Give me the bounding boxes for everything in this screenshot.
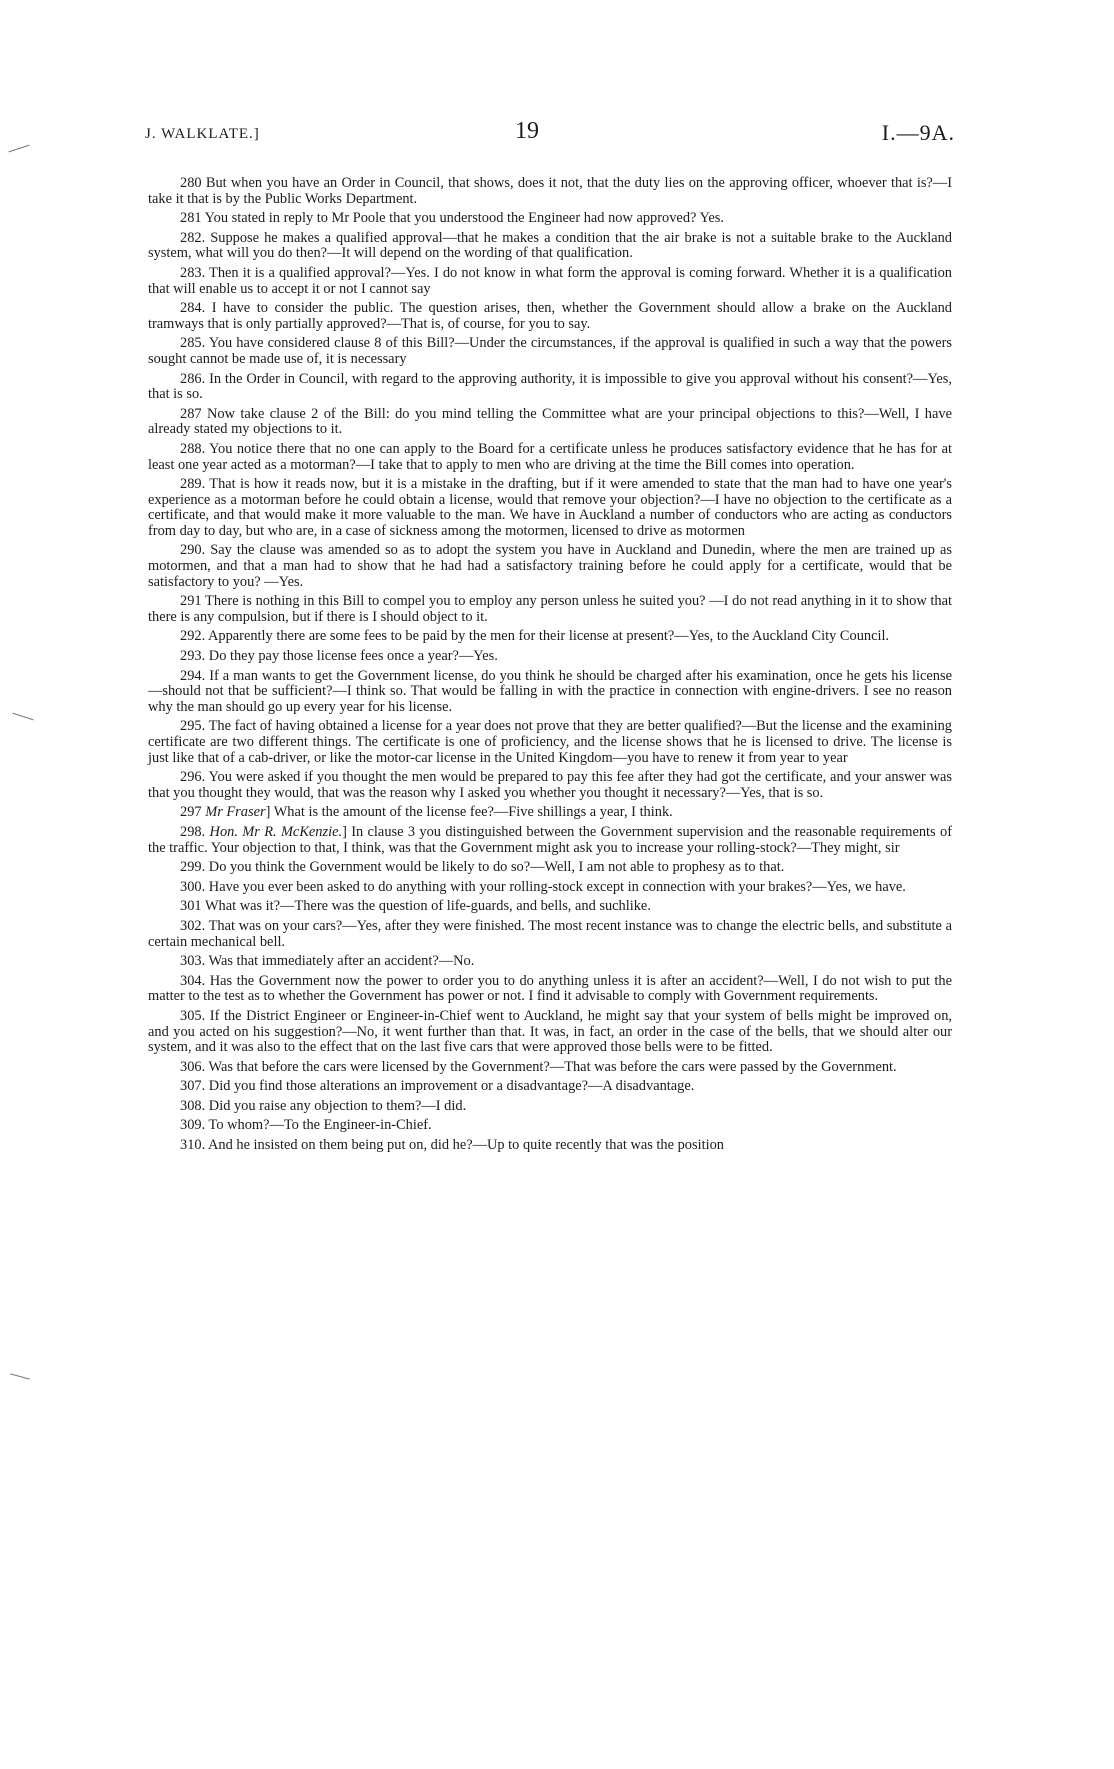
question-number: 297 bbox=[180, 804, 202, 821]
document-reference: I.—9A. bbox=[881, 120, 955, 145]
question-number: 295. bbox=[180, 718, 206, 735]
question-text: Did you raise any objection to them?—I did. bbox=[208, 1097, 467, 1114]
question-text: I have to consider the public. The question arises, then, whether the Government should allow a brake on the Auckland tramways that is only partially approved?—That is, of course, for you to say. bbox=[148, 300, 952, 332]
page-number: 19 bbox=[515, 118, 539, 144]
question-number: 281 bbox=[180, 210, 202, 227]
question-number: 293. bbox=[180, 648, 206, 665]
question-paragraph bbox=[148, 301, 952, 332]
question-number: 309. bbox=[180, 1117, 206, 1134]
question-paragraph bbox=[148, 860, 952, 876]
question-number: 301 bbox=[180, 898, 202, 915]
question-paragraph bbox=[148, 442, 952, 473]
question-number: 280 bbox=[180, 175, 202, 191]
question-paragraph bbox=[148, 805, 952, 821]
question-number: 285. bbox=[180, 335, 206, 352]
question-paragraph bbox=[148, 669, 952, 716]
question-number: 289. bbox=[180, 476, 206, 493]
question-number: 282. bbox=[180, 229, 206, 246]
question-paragraph bbox=[148, 1060, 952, 1076]
witness-name: J. WALKLATE.] bbox=[145, 126, 260, 142]
question-paragraph bbox=[148, 231, 952, 262]
question-number: 296. bbox=[180, 769, 206, 786]
question-paragraph bbox=[148, 770, 952, 801]
question-number: 294. bbox=[180, 667, 206, 684]
question-text: Apparently there are some fees to be paid by the men for their license at present?—Yes, to the Auckland City Council. bbox=[208, 628, 890, 645]
question-text: You notice there that no one can apply to the Board for a certificate unless he produces satisfactory evidence that he has for at least one year acted as a motorman?—I take that to apply to men who are driving at the time the Bill comes into operation. bbox=[148, 440, 952, 473]
question-paragraph bbox=[148, 1009, 952, 1056]
question-text: You stated in reply to Mr Poole that you understood the Engineer had now approved? Yes. bbox=[204, 210, 724, 227]
question-text: Now take clause 2 of the Bill: do you mind telling the Committee what are your principal objections to this?—Well, I have already stated my objections to it. bbox=[148, 405, 952, 438]
question-text: Was that immediately after an accident?—No. bbox=[208, 953, 475, 970]
question-number: 298. bbox=[180, 823, 206, 840]
question-number: 290. bbox=[180, 542, 206, 559]
question-text: That was on your cars?—Yes, after they were finished. The most recent instance was to change the electric bells, and substitute a certain mechanical bell. bbox=[148, 917, 952, 950]
question-paragraph bbox=[148, 919, 952, 950]
margin-mark bbox=[12, 713, 33, 721]
margin-mark bbox=[8, 145, 29, 153]
question-number: 288. bbox=[180, 440, 206, 457]
question-text: What was it?—There was the question of life-guards, and bells, and suchlike. bbox=[204, 898, 651, 915]
question-text: The fact of having obtained a license for a year does not prove that they are better qualified?—But the license and the examining certificate are two different things. The certificate is one of proficiency, and the license shows that he is licensed to drive. The license is just like that of a cab-driver, or like the motor-car license in the United Kingdom—you have to renew it from year to year bbox=[148, 718, 952, 766]
question-paragraph bbox=[148, 176, 952, 207]
question-text: Was that before the cars were licensed by the Government?—That was before the cars were passed by the Government. bbox=[208, 1058, 897, 1075]
question-text: You were asked if you thought the men would be prepared to pay this fee after they had got the certificate, and your answer was that you thought they would, that was the reason why I asked you whether you thought it necessary?—Yes, that is so. bbox=[148, 769, 952, 801]
question-paragraph bbox=[148, 543, 952, 590]
question-paragraph bbox=[148, 629, 952, 645]
question-paragraph bbox=[148, 649, 952, 665]
question-text: There is nothing in this Bill to compel you to employ any person unless he suited you? —I do not read anything in it to show that there is any compulsion, but if there is I should object to it. bbox=[148, 593, 953, 625]
question-paragraph bbox=[148, 974, 952, 1005]
question-number: 287 bbox=[180, 405, 202, 422]
question-text: Suppose he makes a qualified approval—that he makes a condition that the air brake is not a suitable brake to the Auckland system, what will you do then?—It will depend on the wording of that qualification. bbox=[148, 229, 952, 262]
question-text: And he insisted on them being put on, did he?—Up to quite recently that was the position bbox=[208, 1137, 724, 1154]
question-paragraph bbox=[148, 954, 952, 970]
question-paragraph bbox=[148, 211, 952, 227]
question-text: Say the clause was amended so as to adopt the system you have in Auckland and Dunedin, where the men are trained up as motormen, and that a man had to show that he had had a satisfactory training before he could apply for a certificate, would that be satisfactory to you? —Yes. bbox=[148, 542, 952, 590]
question-number: 307. bbox=[180, 1078, 206, 1095]
question-paragraph bbox=[148, 266, 952, 297]
question-number: 286. bbox=[180, 370, 206, 387]
question-text: If the District Engineer or Engineer-in-Chief went to Auckland, he might say that your system of bells might be improved on, and you acted on his suggestion?—No, it went further than that. It was, in fact, an order in the case of the bells, that we should alter our system, and it was also to the effect that on the last five cars that were approved those bells were to be fitted. bbox=[148, 1007, 953, 1056]
question-text: Have you ever been asked to do anything with your rolling-stock except in connection with your brakes?—Yes, we have. bbox=[208, 878, 906, 895]
question-number: 283. bbox=[180, 264, 206, 281]
question-paragraph bbox=[148, 1099, 952, 1115]
question-number: 292. bbox=[180, 628, 206, 645]
question-text: In the Order in Council, with regard to the approving authority, it is impossible to give you approval without his consent?—Yes, that is so. bbox=[148, 370, 952, 403]
evidence-body bbox=[148, 176, 952, 1158]
question-paragraph bbox=[148, 594, 952, 625]
question-paragraph bbox=[148, 1138, 952, 1154]
question-text: Then it is a qualified approval?—Yes. I do not know in what form the approval is coming forward. Whether it is a qualification that will enable us to accept it or not I cannot say bbox=[148, 264, 952, 297]
question-paragraph bbox=[148, 719, 952, 766]
question-number: 305. bbox=[180, 1007, 206, 1024]
question-text: Do you think the Government would be likely to do so?—Well, I am not able to prophesy as to that. bbox=[208, 859, 785, 876]
question-paragraph bbox=[148, 825, 952, 856]
question-text: You have considered clause 8 of this Bill?—Under the circumstances, if the approval is qualified in such a way that the powers sought cannot be made use of, it is necessary bbox=[148, 335, 952, 367]
question-number: 303. bbox=[180, 953, 206, 970]
question-number: 304. bbox=[180, 972, 206, 989]
question-paragraph bbox=[148, 477, 952, 539]
question-text: Did you find those alterations an improvement or a disadvantage?—A disadvantage. bbox=[208, 1078, 695, 1095]
question-number: 299. bbox=[180, 859, 206, 876]
question-paragraph bbox=[148, 1079, 952, 1095]
question-text: Has the Government now the power to order you to do anything unless it is after an accident?—Well, I do not wish to put the matter to the test as to whether the Government has power or not. I find it advisable to comply with Government requirements. bbox=[148, 972, 952, 1005]
question-number: 300. bbox=[180, 878, 206, 895]
question-paragraph bbox=[148, 880, 952, 896]
question-number: 284. bbox=[180, 300, 206, 317]
question-paragraph bbox=[148, 899, 952, 915]
question-number: 291 bbox=[180, 593, 202, 610]
speaker-name: Hon. Mr R. McKenzie. bbox=[209, 823, 343, 840]
question-number: 308. bbox=[180, 1097, 206, 1114]
question-text: ] What is the amount of the license fee?—Five shillings a year, I think. bbox=[265, 804, 673, 821]
question-number: 302. bbox=[180, 917, 206, 934]
question-number: 306. bbox=[180, 1058, 206, 1075]
question-paragraph bbox=[148, 1118, 952, 1134]
question-text: Do they pay those license fees once a year?—Yes. bbox=[208, 648, 498, 665]
speaker-name: Mr Fraser bbox=[205, 804, 266, 821]
question-paragraph bbox=[148, 407, 952, 438]
page-header bbox=[145, 118, 955, 150]
question-text: ] In clause 3 you distinguished between the Government supervision and the reasonable requirements of the traffic. Your objection to that, I think, was that the Government might ask you to increase your rolling-stock?—They might, sir bbox=[148, 823, 952, 856]
question-text: But when you have an Order in Council, that shows, does it not, that the duty lies on the approving officer, whoever that is?—I take it that is by the Public Works Department. bbox=[148, 175, 952, 207]
question-text: If a man wants to get the Government license, do you think he should be charged after his examination, once he gets his license—should not that be sufficient?—I think so. That would be falling in with the practice in connection with engine-drivers. I see no reason why the man should go up every year for his license. bbox=[148, 667, 952, 715]
question-paragraph bbox=[148, 336, 952, 367]
question-text: To whom?—To the Engineer-in-Chief. bbox=[208, 1117, 432, 1134]
question-text: That is how it reads now, but it is a mistake in the drafting, but if it were amended to state that the man had to have one year's experience as a motorman before he could obtain a license, would that remove your objection?—I have no objection to the certificate as a certificate, and that would make it more valuable to the man. We have in Auckland a number of conductors who are acting as conductors from day to day, but who are, in a case of sickness among the motormen, licensed to drive as motormen bbox=[148, 476, 952, 539]
margin-mark bbox=[10, 1373, 30, 1379]
question-paragraph bbox=[148, 372, 952, 403]
question-number: 310. bbox=[180, 1137, 206, 1154]
